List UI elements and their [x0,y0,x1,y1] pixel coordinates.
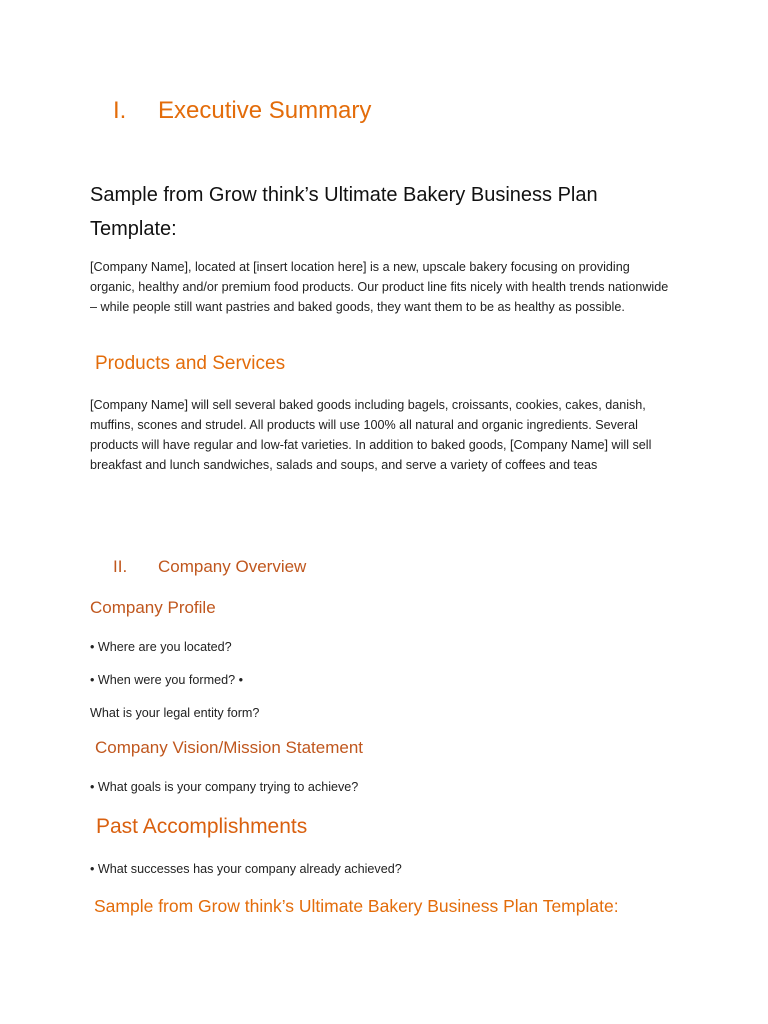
profile-heading: Company Profile [90,598,216,617]
profile-question-location: • Where are you located? [90,640,232,654]
vision-heading: Company Vision/Mission Statement [95,738,364,757]
section-2-title: Company Overview [158,557,307,576]
section-1-number: I. [113,97,127,124]
section-1-title: Executive Summary [158,97,372,124]
intro-paragraph: [Company Name], located at [insert location here] is a new, upscale bakery focusing on providing organic, healthy and/or premium food products. Our product line fits nicely with health trends nationwide – while people still want pastries and baked goods, they want them to be as healthy as possible. [90,260,669,314]
sample-footer-heading: Sample from Grow think’s Ultimate Bakery Business Plan Template: [94,896,619,916]
profile-question-entity: What is your legal entity form? [90,706,260,720]
section-2-number: II. [113,557,128,576]
past-accomplishments-heading: Past Accomplishments [96,815,308,838]
products-heading: Products and Services [95,353,286,374]
products-paragraph: [Company Name] will sell several baked goods including bagels, croissants, cookies, cakes, danish, muffins, scones and strudel. All products will use 100% all natural and organic ingredients. Several products will have regular and low-fat varieties. In addition to baked goods, [Company Name] will sell breakfast and lunch sandwiches, salads and soups, and serve a variety of coffees and teas [90,398,652,472]
profile-question-formed: • When were you formed? • [90,673,244,687]
past-question-successes: • What successes has your company already achieved? [90,862,402,876]
vision-question-goals: • What goals is your company trying to achieve? [90,780,359,794]
sample-heading: Sample from Grow think’s Ultimate Bakery Business Plan Template: [90,184,598,240]
